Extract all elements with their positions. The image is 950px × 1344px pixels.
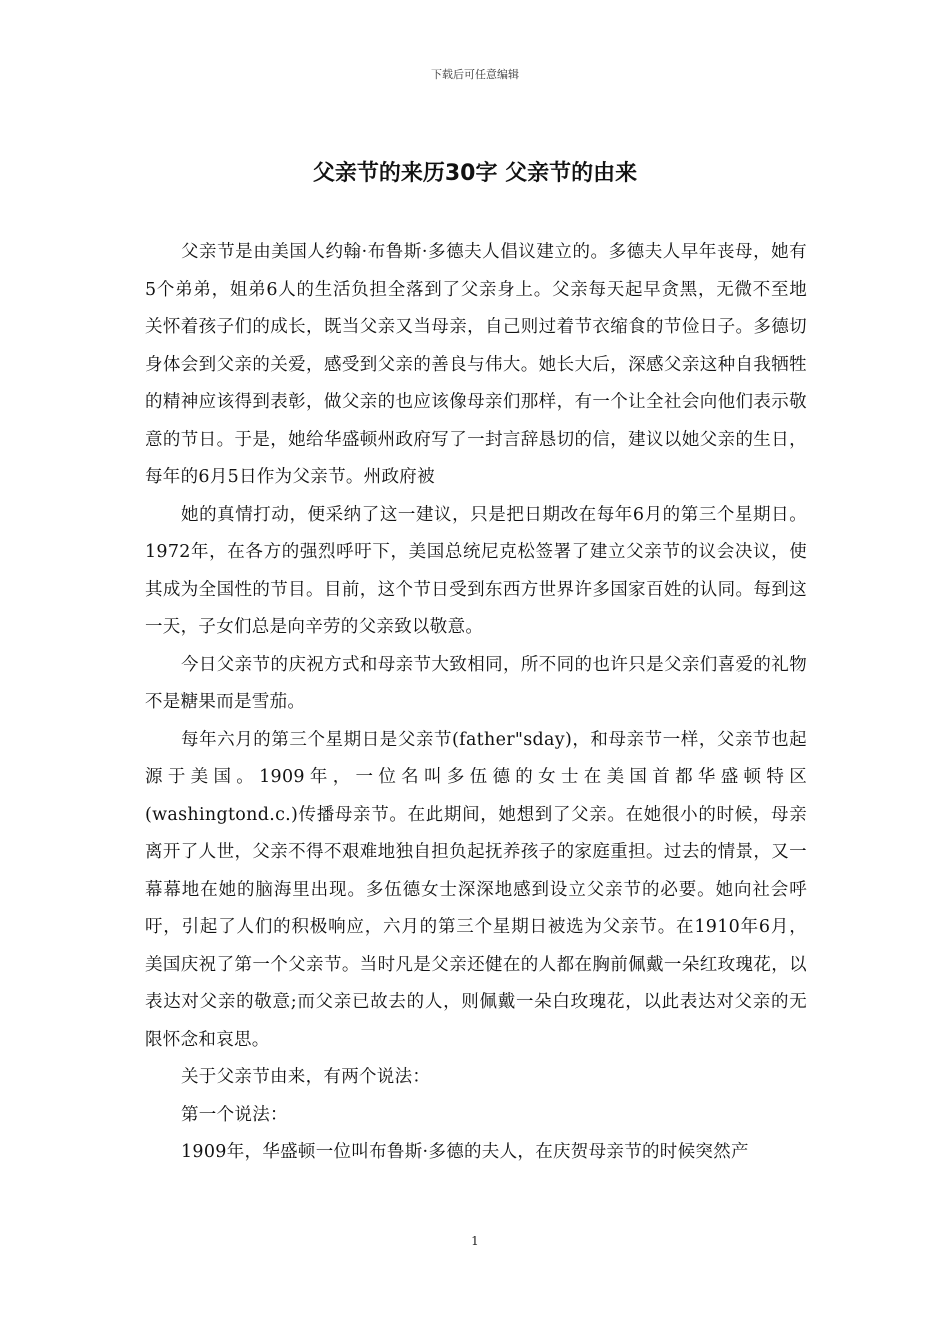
paragraph-1: 父亲节是由美国人约翰·布鲁斯·多德夫人倡议建立的。多德夫人早年丧母，她有5个弟弟，姐弟6人的生活负担全落到了父亲身上。父亲每天起早贪黑，无微不至地关怀着孩子们的成长，既当父亲又当母亲，自己则过着节衣缩食的节俭日子。多德切身体会到父亲的关爱，感受到父亲的善良与伟大。她长大后，深感父亲这种自我牺牲的精神应该得到表彰，做父亲的也应该像母亲们那样，有一个让全社会向他们表示敬意的节日。于是，她给华盛顿州政府写了一封言辞恳切的信，建议以她父亲的生日，每年的6月5日作为父亲节。州政府被	[145, 242, 807, 487]
document-body	[145, 234, 807, 1172]
page-title: 父亲节的来历30字 父亲节的由来	[312, 161, 638, 186]
paragraph-2: 她的真情打动，便采纳了这一建议，只是把日期改在每年6月的第三个星期日。1972年，在各方的强烈呼吁下，美国总统尼克松签署了建立父亲节的议会决议，使其成为全国性的节目。目前，这个节日受到东西方世界许多国家百姓的认同。每到这一天，子女们总是向辛劳的父亲致以敬意。	[145, 504, 807, 637]
page-header-note: 下载后可任意编辑	[431, 68, 519, 81]
page-number: 1	[471, 1234, 479, 1248]
paragraph-4: 每年六月的第三个星期日是父亲节(father"sday)，和母亲节一样，父亲节也起源于美国。1909年，一位名叫多伍德的女士在美国首都华盛顿特区(washingtond.c.)传播母亲节。在此期间，她想到了父亲。在她很小的时候，母亲离开了人世，父亲不得不艰难地独自担负起抚养孩子的家庭重担。过去的情景，又一幕幕地在她的脑海里出现。多伍德女士深深地感到设立父亲节的必要。她向社会呼吁，引起了人们的积极响应，六月的第三个星期日被选为父亲节。在1910年6月，美国庆祝了第一个父亲节。当时凡是父亲还健在的人都在胸前佩戴一朵红玫瑰花，以表达对父亲的敬意;而父亲已故去的人，则佩戴一朵白玫瑰花，以此表达对父亲的无限怀念和哀思。	[145, 729, 807, 1050]
paragraph-5: 关于父亲节由来，有两个说法：	[181, 1067, 431, 1087]
paragraph-3: 今日父亲节的庆祝方式和母亲节大致相同，所不同的也许只是父亲们喜爱的礼物不是糖果而是雪茄。	[145, 654, 807, 712]
paragraph-7: 1909年，华盛顿一位叫布鲁斯·多德的夫人，在庆贺母亲节的时候突然产	[181, 1142, 749, 1162]
paragraph-6: 第一个说法：	[181, 1104, 288, 1125]
